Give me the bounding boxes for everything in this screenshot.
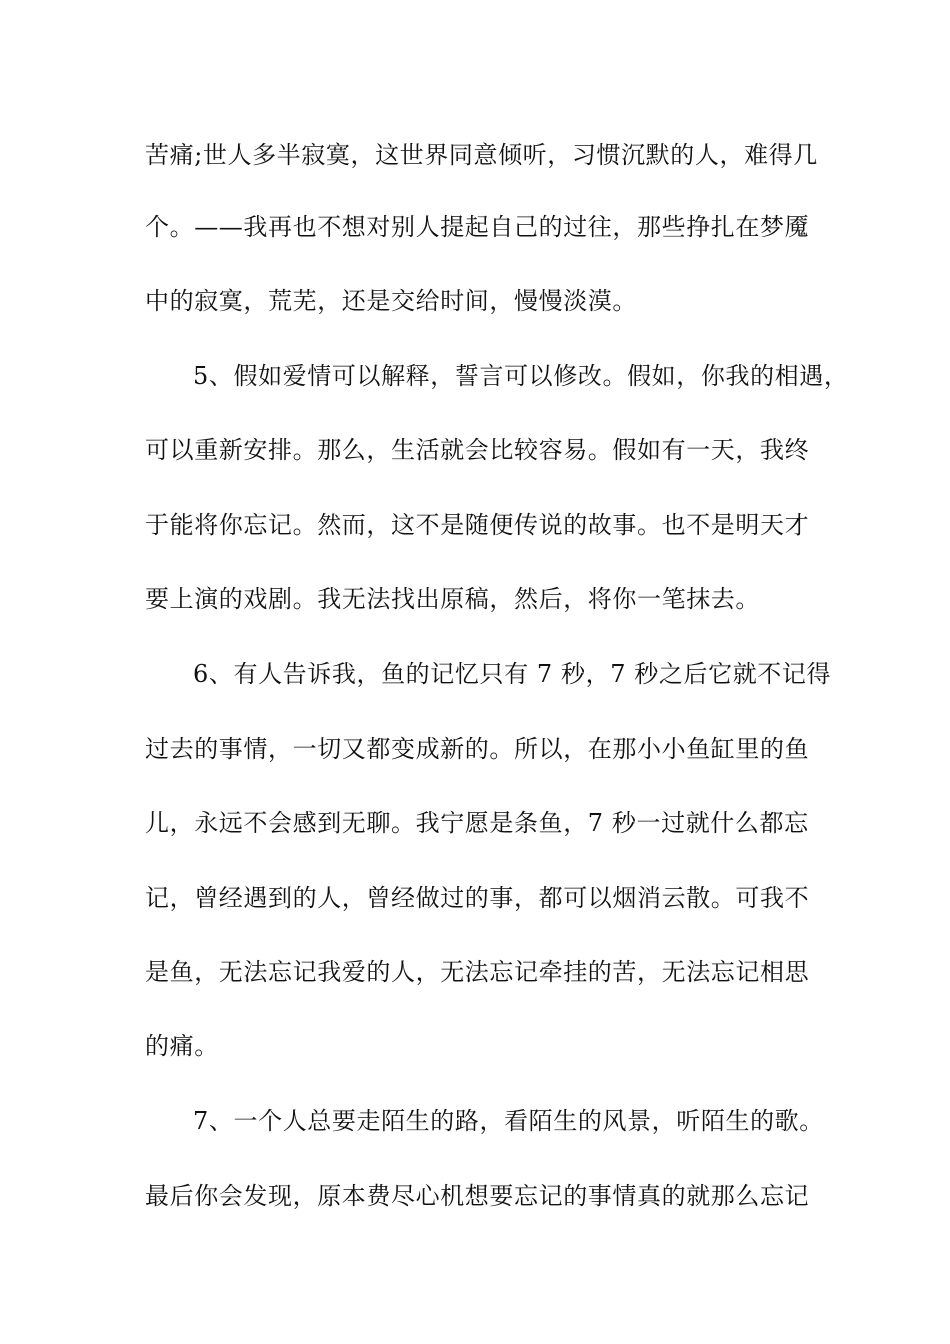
text-line-3: 中的寂寞，荒芜，还是交给时间，慢慢淡漠。 [145,287,637,315]
text-line-12: 是鱼，无法忘记我爱的人，无法忘记牵挂的苦，无法忘记相思 [145,958,810,986]
paragraph-5-start: 5、假如爱情可以解释，誓言可以修改。假如，你我的相遇， [193,362,849,390]
text-line-6: 于能将你忘记。然而，这不是随便传说的故事。也不是明天才 [145,511,810,539]
text-line-11: 记，曾经遇到的人，曾经做过的事，都可以烟消云散。可我不 [145,884,810,912]
text-line-13: 的痛。 [145,1032,219,1060]
text-line-10: 儿，永远不会感到无聊。我宁愿是条鱼，7 秒一过就什么都忘 [145,809,809,837]
text-line-1: 苦痛;世人多半寂寞，这世界同意倾听，习惯沉默的人，难得几 [145,141,818,169]
text-line-2: 个。——我再也不想对别人提起自己的过往，那些挣扎在梦魇 [145,213,810,241]
text-line-15: 最后你会发现，原本费尽心机想要忘记的事情真的就那么忘记 [145,1182,810,1210]
text-line-7: 要上演的戏剧。我无法找出原稿，然后，将你一笔抹去。 [145,585,760,613]
paragraph-6-start: 6、有人告诉我，鱼的记忆只有 7 秒，7 秒之后它就不记得 [193,660,832,688]
paragraph-7-start: 7、一个人总要走陌生的路，看陌生的风景，听陌生的歌。 [193,1107,824,1135]
text-line-9: 过去的事情，一切又都变成新的。所以，在那小小鱼缸里的鱼 [145,735,810,763]
text-line-5: 可以重新安排。那么，生活就会比较容易。假如有一天，我终 [145,436,810,464]
